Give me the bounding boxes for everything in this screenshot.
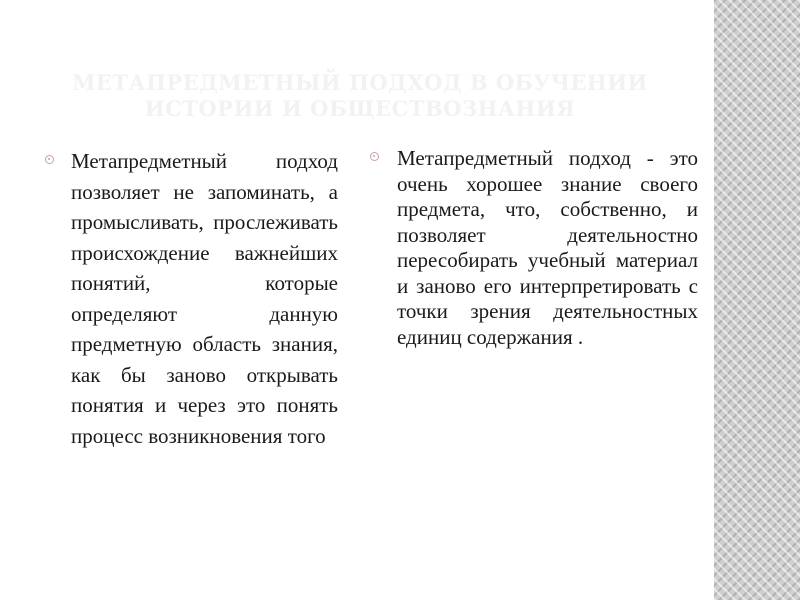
right-bullet-text: Метапредметный подход - это очень хорошее знание своего предмета, что, собственно, и позволяет деятельностно пересобирать учебный материал и заново его интерпретировать с точки зрения деятельностных единиц содержания . [397,146,698,349]
circle-bullet-icon [370,152,379,161]
circle-bullet-icon [45,155,54,164]
left-bullet-text: Метапредметный подход позволяет не запоминать, а промысливать, прослеживать происхождение важнейших понятий, которые определяют данную предметную область знания, как бы заново открывать понятия и через это понять процесс возникновения того [71,149,338,448]
decorative-stripe [714,0,800,600]
slide-title: МЕТАПРЕДМЕТНЫЙ ПОДХОД В ОБУЧЕНИИ ИСТОРИИ И ОБЩЕСТВОЗНАНИЯ [72,70,648,121]
